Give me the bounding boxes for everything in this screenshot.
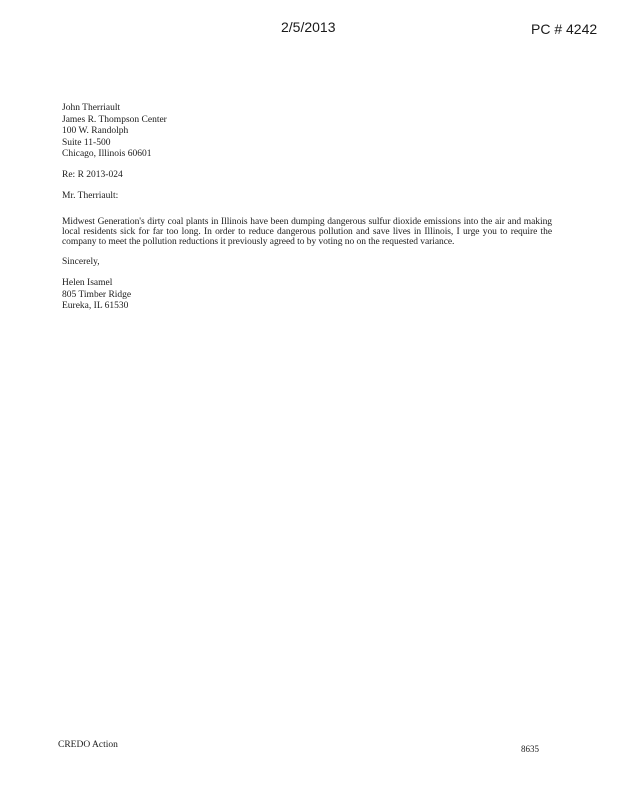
- salutation: Mr. Therriault:: [62, 190, 119, 201]
- letter-body: [62, 103, 552, 313]
- sender-street: 805 Timber Ridge: [62, 289, 132, 300]
- letter-paragraph: Midwest Generation's dirty coal plants in Illinois have been dumping dangerous sulfur dioxide emissions into the air and making local residents sick for far too long. In order to reduce dangerous pollution and save lives in Illinois, I urge you to require the company to meet the pollution reductions it previously agreed to by voting no on the requested variance.: [62, 217, 552, 247]
- sender-name: Helen Isamel: [62, 278, 113, 289]
- header-date: 2/5/2013: [281, 19, 336, 35]
- recipient-suite: Suite 11-500: [62, 137, 111, 148]
- footer-organization: CREDO Action: [58, 740, 118, 750]
- recipient-city: Chicago, Illinois 60601: [62, 149, 152, 160]
- closing: Sincerely,: [62, 256, 100, 267]
- pc-number: PC # 4242: [531, 21, 598, 37]
- sender-address: [62, 278, 552, 313]
- recipient-organization: James R. Thompson Center: [62, 114, 167, 125]
- recipient-street: 100 W. Randolph: [62, 126, 129, 137]
- recipient-name: John Therriault: [62, 103, 121, 113]
- re-line: Re: R 2013-024: [62, 169, 123, 180]
- sender-city: Eureka, IL 61530: [62, 301, 129, 312]
- page-number: 8635: [521, 744, 539, 754]
- recipient-address: [62, 103, 552, 161]
